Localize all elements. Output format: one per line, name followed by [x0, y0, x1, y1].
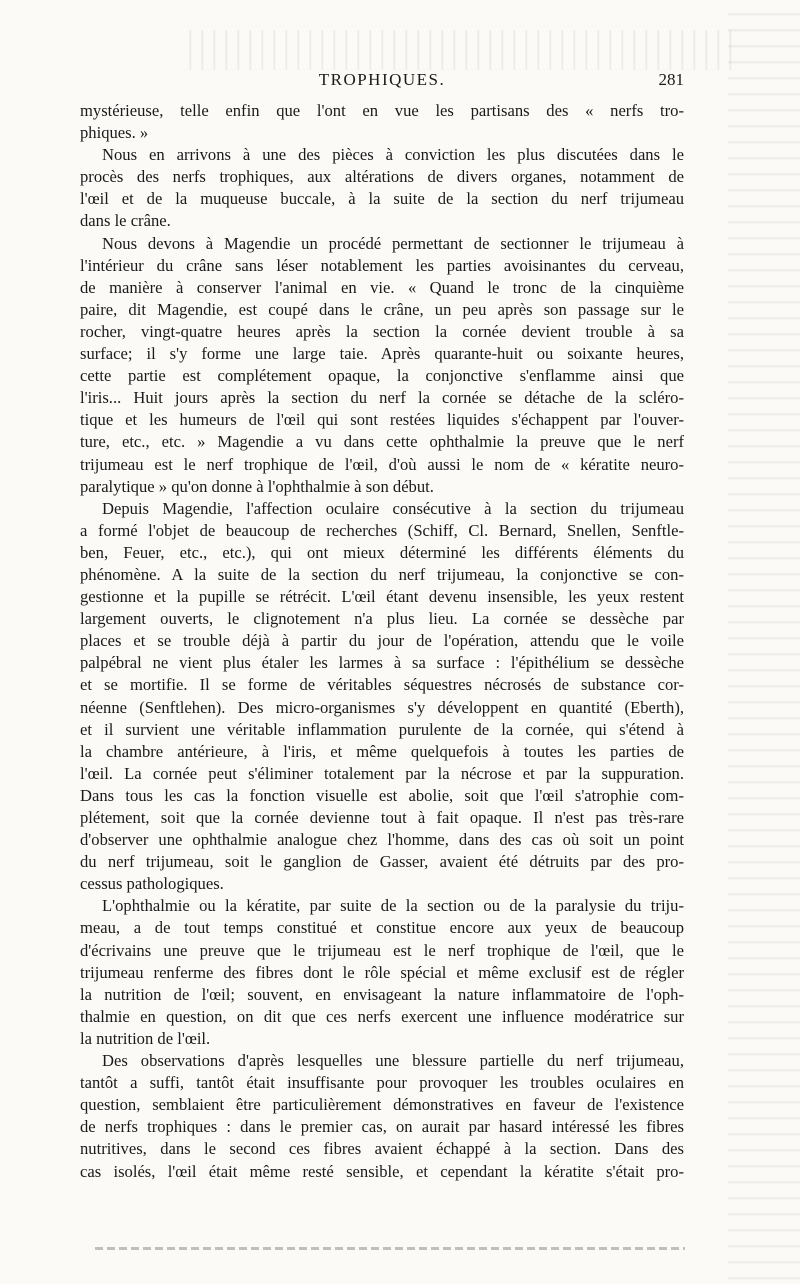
text-line: néenne (Senftlehen). Des micro-organismes s'y développent en quantité (Eberth),	[80, 697, 684, 717]
text-line: phiques. »	[80, 123, 149, 143]
text-line: thalmie en question, on dit que ces nerfs exercent une influence modératrice sur	[80, 1006, 684, 1026]
text-line: question, semblaient être particulièrement démonstratives en faveur de l'existence	[80, 1095, 684, 1115]
running-title: TROPHIQUES.	[318, 70, 446, 89]
text-line: places et se trouble déjà à partir du jour de l'opération, attendu que le voile	[80, 631, 684, 651]
scan-noise-top	[180, 30, 740, 70]
text-line: Des observations d'après lesquelles une blessure partielle du nerf trijumeau,	[102, 1051, 684, 1071]
text-line: Nous devons à Magendie un procédé permettant de sectionner le trijumeau à	[102, 233, 684, 253]
text-line: procès des nerfs trophiques, aux altérations de divers organes, notamment de	[80, 167, 684, 187]
page-number: 281	[658, 70, 684, 89]
text-line: et il survient une véritable inflammation purulente de la cornée, qui s'étend à	[80, 719, 684, 739]
text-line: d'observer une ophthalmie analogue chez l'homme, dans des cas où soit un point	[80, 830, 684, 850]
text-line: largement ouverts, le clignotement n'a plus lieu. La cornée se dessèche par	[80, 609, 684, 629]
text-line: cette partie est complétement opaque, la conjonctive s'enflamme ainsi que	[80, 366, 684, 386]
text-line: tantôt a suffi, tantôt était insuffisante pour provoquer les troubles oculaires en	[80, 1073, 684, 1093]
text-line: la nutrition de l'œil; souvent, en envisageant la nature inflammatoire de l'oph-	[80, 984, 684, 1004]
text-line: la nutrition de l'œil.	[80, 1028, 211, 1048]
text-line: ben, Feuer, etc., etc.), qui ont mieux déterminé les différents éléments du	[80, 542, 684, 562]
text-line: trijumeau est le nerf trophique de l'œil, d'où aussi le nom de « kératite neuro-	[80, 454, 684, 474]
text-line: palpébral ne vient plus étaler les larmes à sa surface : l'épithélium se dessèche	[80, 653, 684, 673]
text-line: Dans tous les cas la fonction visuelle est abolie, soit que l'œil s'atrophie com-	[80, 785, 684, 805]
text-line: d'écrivains une preuve que le trijumeau est le nerf trophique de l'œil, que le	[80, 940, 684, 960]
text-line: cas isolés, l'œil était même resté sensible, et cependant la kératite s'était pro-	[80, 1161, 684, 1181]
text-line: rocher, vingt-quatre heures après la section la cornée devient trouble à sa	[80, 321, 684, 341]
text-line: plétement, soit que la cornée devienne tout à fait opaque. Il n'est pas très-rare	[80, 808, 684, 827]
text-line: meau, a de tout temps constitué et constitue encore aux yeux de beaucoup	[80, 918, 684, 938]
text-line: phénomène. A la suite de la section du nerf trijumeau, la conjonctive se con-	[80, 564, 684, 584]
text-line: Depuis Magendie, l'affection oculaire consécutive à la section du trijumeau	[102, 498, 684, 518]
text-line: tique et les humeurs de l'œil qui sont restées liquides s'échappent par l'ouver-	[80, 410, 684, 430]
bottom-scan-rule	[95, 1247, 685, 1250]
text-line: l'intérieur du crâne sans léser notablement les parties avoisinantes du cerveau,	[80, 255, 684, 275]
text-line: paire, dit Magendie, est coupé dans le crâne, un peu après son passage sur le	[80, 299, 684, 319]
text-line: ture, etc., etc. » Magendie a vu dans cette ophthalmie la preuve que le nerf	[80, 432, 684, 452]
text-line: gestionne et la pupille se rétrécit. L'œil étant devenu insensible, les yeux restent	[80, 587, 684, 607]
text-line: nutritives, dans le second ces fibres avaient échappé à la section. Dans des	[80, 1139, 684, 1159]
text-line: la chambre antérieure, à l'iris, et même quelquefois à toutes les parties de	[80, 741, 684, 761]
scan-noise-margin	[728, 0, 800, 1284]
text-line: mystérieuse, telle enfin que l'ont en vue les partisans des « nerfs tro-	[80, 101, 684, 120]
text-line: dans le crâne.	[80, 211, 171, 231]
text-line: de nerfs trophiques : dans le premier cas, on aurait par hasard intéressé les fibres	[80, 1117, 684, 1137]
text-line: l'œil. La cornée peut s'éliminer totalement par la nécrose et par la suppuration.	[80, 763, 684, 783]
text-line: Nous en arrivons à une des pièces à conviction les plus discutées dans le	[102, 145, 684, 165]
text-line: du nerf trijumeau, soit le ganglion de Gasser, avaient été détruits par des pro-	[80, 852, 684, 872]
text-line: et se mortifie. Il se forme de véritables séquestres nécrosés de substance cor-	[80, 675, 684, 695]
body-text	[80, 100, 684, 1183]
text-line: l'iris... Huit jours après la section du nerf la cornée se détache de la scléro-	[80, 388, 684, 408]
text-line: L'ophthalmie ou la kératite, par suite de la section ou de la paralysie du triju-	[102, 896, 684, 916]
text-line: trijumeau renferme des fibres dont le rôle spécial et même exclusif est de régler	[80, 962, 684, 982]
text-line: paralytique » qu'on donne à l'ophthalmie à son début.	[80, 476, 434, 496]
text-line: l'œil et de la muqueuse buccale, à la suite de la section du nerf trijumeau	[80, 189, 684, 209]
text-line: surface; il s'y forme une large taie. Après quarante-huit ou soixante heures,	[80, 344, 684, 364]
page-header	[80, 70, 684, 94]
text-line: cessus pathologiques.	[80, 874, 224, 894]
text-line: de manière à conserver l'animal en vie. « Quand le tronc de la cinquième	[80, 277, 684, 297]
text-line: a formé l'objet de beaucoup de recherches (Schiff, Cl. Bernard, Snellen, Senftle-	[80, 520, 684, 540]
